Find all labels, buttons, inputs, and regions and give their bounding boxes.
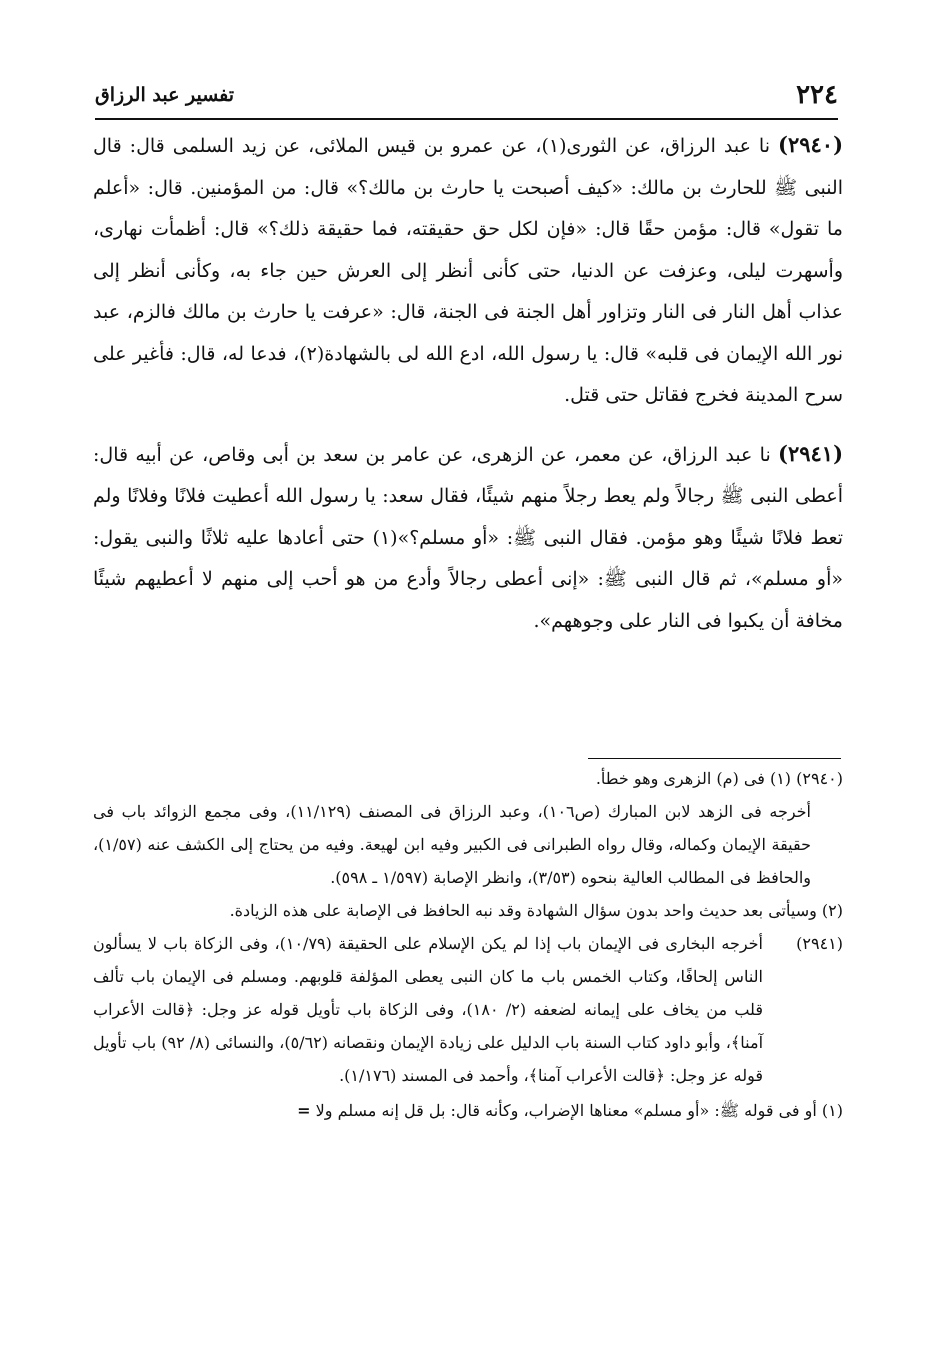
- page-number: ٢٢٤: [796, 80, 838, 110]
- page-header: [95, 78, 838, 114]
- hadith-text: نا عبد الرزاق، عن الثورى(١)، عن عمرو بن قيس الملائى، عن زيد السلمى قال: قال النبى ﷺ للحارث بن مالك: «كيف أصبحت يا حارث بن مالك؟» قال: من المؤمنين. قال: «أعلم ما تقول» قال: مؤمن حقًا قال: «فإن لكل حق حقيقته، فما حقيقة ذلك؟» قال: أظمأت نهارى، وأسهرت ليلى، وعزفت عن الدنيا، حتى كأنى أنظر إلى العرش حين جاء به، وكأنى أنظر إلى عذاب أهل النار فى النار وتزاور أهل الجنة فى الجنة، قال: «عرفت يا حارث بن مالك فالزم، عبد نور الله الإيمان فى قلبه» قال: يا رسول الله، ادع الله لى بالشهادة(٢)، فدعا له، قال: فأغير على سرح المدينة فخرج فقاتل حتى قتل.: [93, 135, 844, 406]
- footnote-label: (٢٩٤١): [796, 934, 843, 953]
- footnote-2940-1: (٢٩٤٠) (١) فى (م) الزهرى وهو خطأ.: [595, 769, 843, 788]
- continuation-mark: =: [297, 1101, 311, 1120]
- hadith-2940: [93, 124, 843, 417]
- hadith-text: نا عبد الرزاق، عن معمر، عن الزهرى، عن عامر بن سعد بن أبى وقاص، عن أبيه قال: أعطى النبى ﷺ رجالاً ولم يعط رجلاً منهم شيئًا، فقال سعد: يا رسول الله أعطيت فلانًا وفلانًا ولم تعط فلانًا شيئًا وهو مؤمن. فقال النبى ﷺ: «أو مسلم؟»(١) حتى أعادها عليه ثلاثًا والنبى يقول: «أو مسلم»، ثم قال النبى ﷺ: «إنى أعطى رجالاً وأدع من هو أحب إلى منهم لا أعطيهم شيئًا مخافة أن يكبوا فى النار على وجوههم».: [93, 443, 843, 632]
- footnote-text: (١) أو فى قوله ﷺ: «أو مسلم» معناها الإضراب، وكأنه قال: بل قل إنه مسلم ولا: [315, 1101, 843, 1120]
- footnote-2941-1: [93, 1094, 843, 1127]
- footnote-2940-source: أخرجه فى الزهد لابن المبارك (ص١٠٦)، وعبد الرزاق فى المصنف (١١/١٢٩)، وفى مجمع الزوائد باب فى حقيقة الإيمان وكماله، وقال رواه الطبرانى فى الكبير وفيه ابن لهيعة. وفيه من يحتاج إلى الكشف عنه (١/٥٧)، والحافظ فى المطالب العالية بنحوه (٣/٥٣)، وانظر الإصابة (١/٥٩٧ ـ ٥٩٨).: [93, 802, 811, 887]
- footnote-2941-source: [93, 927, 843, 1092]
- running-title: تفسير عبد الرزاق: [95, 84, 235, 106]
- footnotes: [93, 762, 843, 1127]
- header-rule: [95, 118, 838, 120]
- footnote-separator: [588, 758, 841, 759]
- footnote-2940-2: (٢) وسيأتى بعد حديث واحد بدون سؤال الشهادة وقد نبه الحافظ فى الإصابة على هذه الزيادة.: [229, 901, 843, 920]
- hadith-number: (٢٩٤٠): [778, 132, 843, 157]
- footnote-text: أخرجه البخارى فى الإيمان باب إذا لم يكن الإسلام على الحقيقة (١٠/٧٩)، وفى الزكاة باب لا يسألون الناس إلحافًا، وكتاب الخمس باب ما كان النبى يعطى المؤلفة قلوبهم. ومسلم فى الإيمان باب تألف قلب من يخاف على إيمانه لضعفه (٢/ ١٨٠)، وفى الزكاة باب تأويل قوله عز وجل: ﴿قالت الأعراب آمنا﴾، وأبو داود كتاب السنة باب الدليل على زيادة الإيمان ونقصانه (٥/٦٢)، والنسائى (٨/ ٩٢) باب تأويل قوله عز وجل: ﴿قالت الأعراب آمنا﴾، وأحمد فى المسند (١/١٧٦).: [93, 934, 764, 1085]
- hadith-number: (٢٩٤١): [778, 440, 843, 466]
- hadith-2941: [93, 433, 843, 643]
- main-text: [93, 124, 843, 642]
